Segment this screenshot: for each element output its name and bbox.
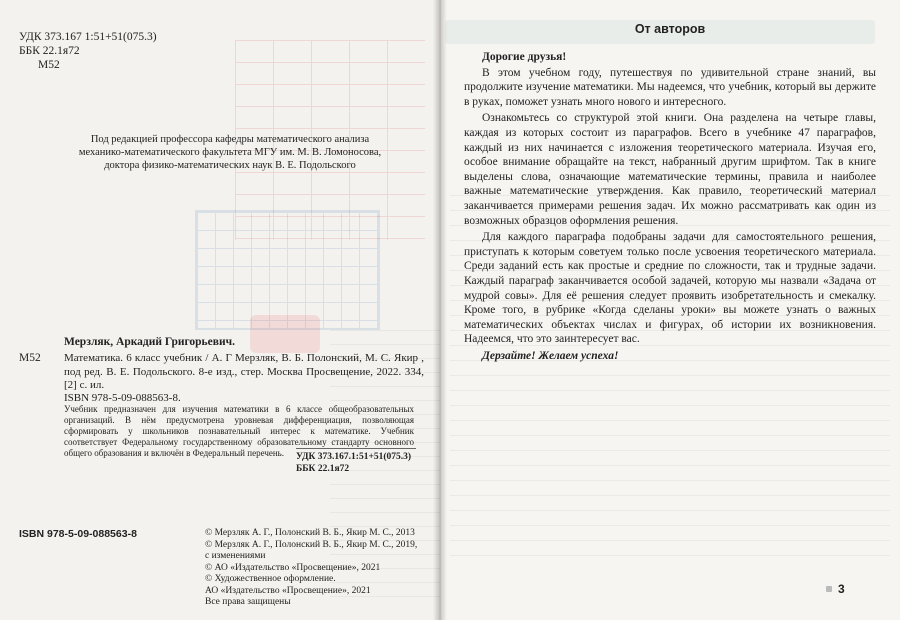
copyright-block: [205, 528, 417, 609]
isbn-bottom: ISBN 978-5-09-088563-8: [19, 528, 137, 540]
side-index-code: М52: [19, 352, 41, 364]
greeting: Дорогие друзья!: [482, 51, 567, 63]
editor-note-line: механико-математического факультета МГУ им. М. В. Ломоносова,: [78, 147, 382, 158]
bibliographic-entry: Математика. 6 класс учебник / А. Г Мерзляк, В. Б. Полонский, М. С. Якир , под ред. В. Е. Подольского. 8-е изд., стер. Москва Просвещение, 2022. 334, [2] с. ил.: [64, 352, 424, 391]
udk-code: УДК 373.167 1:51+51(075.3): [19, 31, 157, 43]
paragraph: Ознакомьтесь со структурой этой книги. Она разделена на четыре главы, каждая из которых состоит из параграфов. Всего в учебнике 47 параграфов, каждый из них начинается с изложения теоретического материала. Изучая его, особое внимание обращайте на текст, набранный другим шрифтом. Так в книге выделены слова, означающие математические термины, правила и наиболее важные математические утверждения. Как правило, теоретический материал заканчивается примерами решения задач. Их можно рассматривать как один из возможных образцов оформления решения.: [464, 112, 876, 227]
page-marker-icon: [826, 586, 832, 592]
editor-note-line: Под редакцией профессора кафедры математического анализа: [90, 134, 370, 145]
copyright-line: © АО «Издательство «Просвещение», 2021: [205, 562, 381, 573]
imprint-page: [0, 0, 440, 620]
page-number: 3: [838, 582, 845, 596]
editor-note-line: доктора физико-математических наук В. Е. Подольского: [104, 160, 356, 171]
divider: [296, 448, 416, 449]
author-heading: Мерзляк, Аркадий Григорьевич.: [64, 336, 235, 348]
classification-codes: [19, 30, 157, 72]
page-title: От авторов: [634, 22, 706, 36]
show-through-badge: [250, 315, 320, 353]
foreword-text: [464, 50, 876, 365]
bbk-code-bottom: ББК 22.1я72: [296, 464, 350, 474]
udk-code-bottom: УДК 373.167.1:51+51(075.3): [296, 452, 412, 462]
show-through-grid: [195, 210, 380, 330]
closing-line: Дерзайте! Желаем успеха!: [482, 349, 619, 362]
editor-note: [40, 133, 420, 172]
index-code: М52: [38, 59, 60, 71]
copyright-line: © Мерзляк А. Г., Полонский В. Б., Якир М. С., 2013: [205, 528, 415, 538]
copyright-line: АО «Издательство «Просвещение», 2021: [205, 585, 371, 596]
annotation: Учебник предназначен для изучения математики в 6 классе общеобразовательных организаций. В нём предусмотрена уровневая дифференциация, позволяющая сформировать у школьников познавательный интерес к математике. Учебник соответствует Федеральному государственному образовательному стандарту основного общего образования и включён в Федеральный перечень.: [64, 404, 414, 458]
bottom-classification-codes: [296, 448, 416, 475]
copyright-line: с изменениями: [205, 551, 266, 561]
isbn-inline: ISBN 978-5-09-088563-8.: [64, 392, 181, 404]
bbk-code: ББК 22.1я72: [19, 45, 80, 57]
copyright-line: © Мерзляк А. Г., Полонский В. Б., Якир М. С., 2019,: [205, 539, 418, 550]
paragraph: В этом учебном году, путешествуя по удивительной стране знаний, вы продолжите изучение математики. Мы надеемся, что учебник, который вы держите в руках, поможет узнать много нового и интересного.: [464, 66, 876, 108]
paragraph: Для каждого параграфа подобраны задачи для самостоятельного решения, приступать к которым советуем только после усвоения теоретического материала. Среди заданий есть как простые и средние по сложности, так и трудные задачи. Каждый параграф заканчивается особой задачей, которую мы назвали «Задача от мудрой совы». Для её решения следует проявить изобретательность и смекалку. Кроме того, в рубрике «Когда сделаны уроки» вы можете узнать о важных математических объектах числах и фигурах, об истории их возникновения. Надеемся, что это заинтересует вас.: [464, 231, 876, 346]
copyright-line: © Художественное оформление.: [205, 574, 336, 584]
copyright-line: Все права защищены: [205, 597, 291, 607]
foreword-page: [440, 0, 900, 620]
